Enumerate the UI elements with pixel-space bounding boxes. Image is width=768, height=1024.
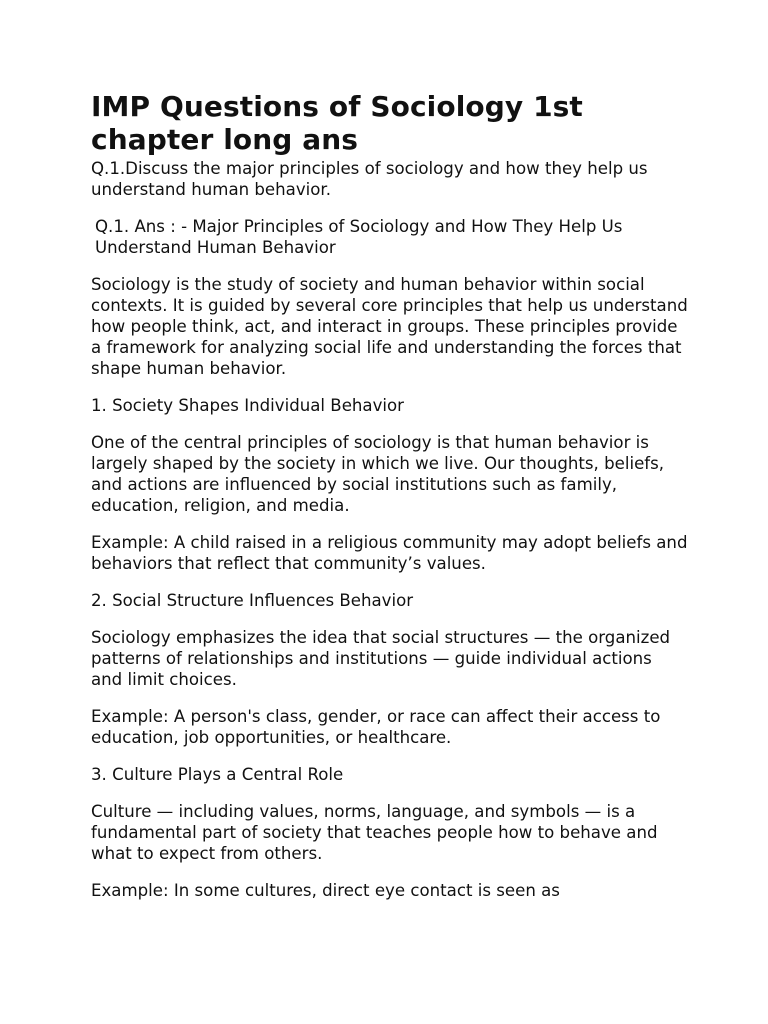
- intro-paragraph: Sociology is the study of society and human behavior within social contexts. It is guided by several core principles that help us understand how people think, act, and interact in groups. These principles provide a framework for analyzing social life and understanding the forces that shape human behavior.: [91, 275, 688, 378]
- principle-2-example: Example: A person's class, gender, or race can affect their access to education, job opportunities, or healthcare.: [91, 707, 661, 747]
- principle-3-heading: 3. Culture Plays a Central Role: [91, 765, 344, 784]
- principle-3-text: Culture — including values, norms, language, and symbols — is a fundamental part of society that teaches people how to behave and what to expect from others.: [91, 802, 658, 863]
- question-text: Q.1.Discuss the major principles of sociology and how they help us understand human behavior.: [91, 159, 648, 199]
- principle-1-example: Example: A child raised in a religious community may adopt beliefs and behaviors that reflect that community’s values.: [91, 533, 688, 573]
- principle-1-text: One of the central principles of sociology is that human behavior is largely shaped by the society in which we live. Our thoughts, beliefs, and actions are influenced by social institutions such as family, education, religion, and media.: [91, 433, 665, 515]
- answer-heading: Q.1. Ans : - Major Principles of Sociology and How They Help Us Understand Human Behavior: [95, 217, 623, 257]
- principle-1-heading: 1. Society Shapes Individual Behavior: [91, 396, 404, 415]
- principle-2-heading: 2. Social Structure Influences Behavior: [91, 591, 414, 610]
- document-title: IMP Questions of Sociology 1st chapter long ans: [91, 90, 583, 156]
- principle-2-text: Sociology emphasizes the idea that social structures — the organized patterns of relationships and institutions — guide individual actions and limit choices.: [91, 628, 671, 689]
- principle-3-example: Example: In some cultures, direct eye contact is seen as: [91, 881, 560, 900]
